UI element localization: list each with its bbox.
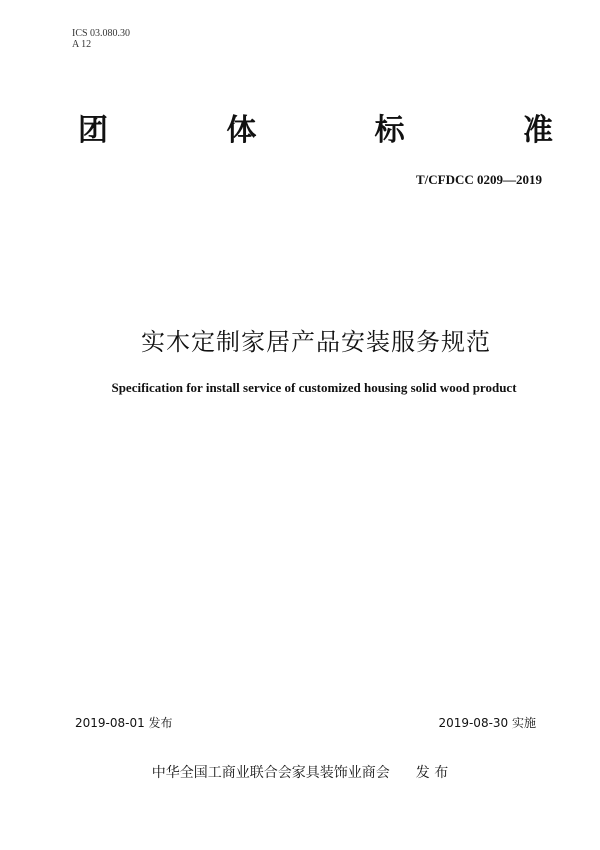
issue-date: 2019-08-01 发布 bbox=[75, 716, 173, 730]
standard-type-heading bbox=[78, 112, 553, 150]
publisher-name: 中华全国工商业联合会家具装饰业商会 bbox=[151, 765, 390, 781]
ics-code: ICS 03.080.30 bbox=[72, 28, 131, 39]
publish-action: 发 布 bbox=[415, 765, 449, 781]
document-title-chinese: 实木定制家居产品安装服务规范 bbox=[141, 328, 491, 356]
implementation-date: 2019-08-30 实施 bbox=[438, 716, 536, 730]
ccs-code: A 12 bbox=[72, 39, 92, 50]
classification-codes bbox=[72, 28, 130, 50]
standard-type-char: 标 bbox=[374, 113, 405, 148]
publisher-line bbox=[0, 762, 600, 782]
standard-type-char: 准 bbox=[522, 113, 553, 148]
standard-number: T/CFDCC 0209—2019 bbox=[415, 172, 542, 187]
document-title-english: Specification for install service of customized housing solid wood product bbox=[111, 380, 517, 395]
standard-type-char: 体 bbox=[226, 113, 257, 148]
standard-type-char: 团 bbox=[78, 113, 108, 148]
